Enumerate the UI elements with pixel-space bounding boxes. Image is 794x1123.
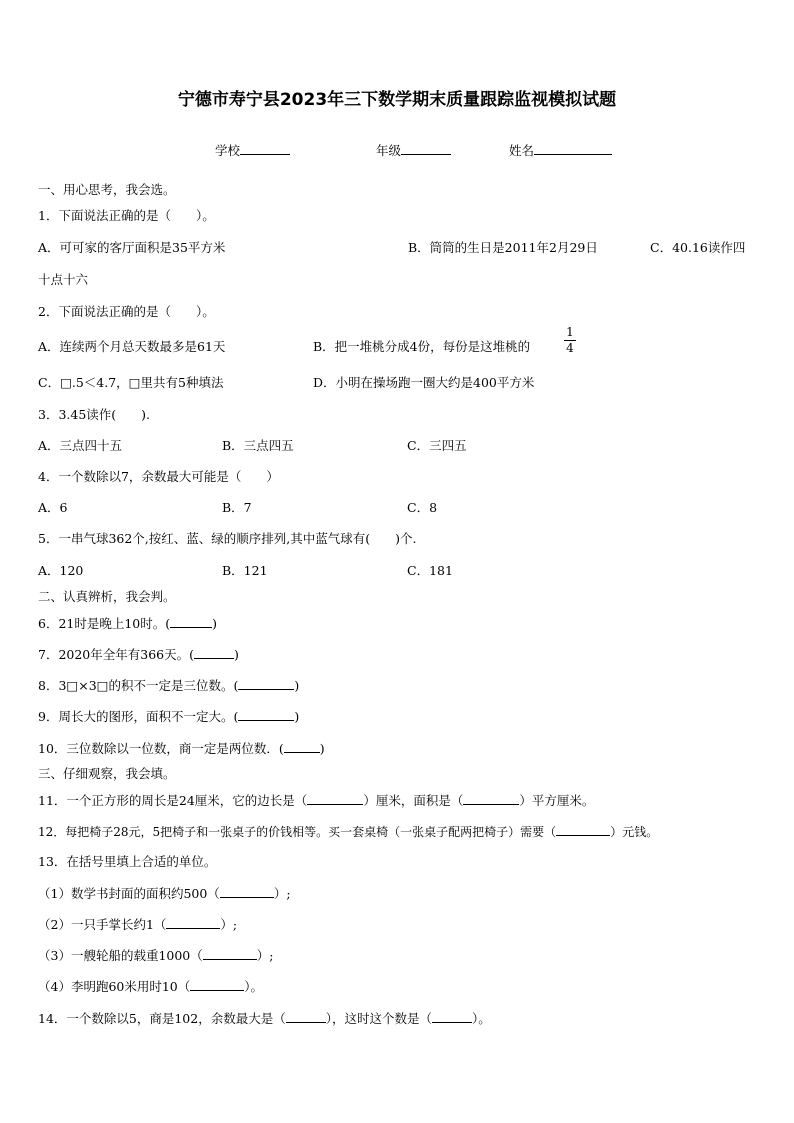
question-text: 7．2020年全年有366天。( <box>38 647 195 662</box>
question-text: 10．三位数除以一位数，商一定是两位数．( <box>38 741 284 756</box>
question-close: ) <box>294 678 300 693</box>
answer-blank[interactable] <box>203 947 257 960</box>
judgement-question <box>38 615 217 632</box>
item-close: ）; <box>256 948 274 963</box>
option-a[interactable]: A．120 <box>38 563 84 578</box>
fill-item <box>38 916 237 933</box>
fraction <box>564 326 576 355</box>
item-text: （2）一只手掌长约1（ <box>38 917 167 932</box>
question-text: ）元钱。 <box>610 825 659 839</box>
option-d[interactable]: D．小明在操场跑一圈大约是400平方米 <box>313 375 535 390</box>
page-title: 宁德市寿宁县2023年三下数学期末质量跟踪监视模拟试题 <box>177 90 617 110</box>
fill-item <box>38 947 273 964</box>
option-a[interactable]: A．连续两个月总天数最多是61天 <box>38 339 226 354</box>
option-c[interactable]: C．181 <box>407 563 453 578</box>
question-close: ) <box>319 741 325 756</box>
question-text: 11．一个正方形的周长是24厘米，它的边长是（ <box>38 793 308 808</box>
question-text: 9．周长大的图形，面积不一定大。( <box>38 709 239 724</box>
option-a[interactable]: A．6 <box>38 500 68 515</box>
answer-blank[interactable] <box>170 615 212 628</box>
answer-blank[interactable] <box>286 1010 326 1023</box>
name-field <box>509 142 612 159</box>
question-text: ）。 <box>471 1011 491 1026</box>
answer-blank[interactable] <box>166 916 220 929</box>
question-text: 8．3□×3□的积不一定是三位数。( <box>38 678 239 693</box>
question-stem: 4．一个数除以7，余数最大可能是（ ） <box>38 469 279 484</box>
fraction-denominator: 4 <box>566 341 574 355</box>
name-label: 姓名 <box>509 143 535 158</box>
option-c[interactable]: C．8 <box>407 500 438 515</box>
answer-blank[interactable] <box>463 792 519 805</box>
answer-blank[interactable] <box>238 677 294 690</box>
option-c[interactable]: C．40.16读作四 <box>650 240 746 255</box>
question-text: 6．21时是晚上10时。( <box>38 616 171 631</box>
option-c-continued: 十点十六 <box>38 272 89 287</box>
option-b[interactable]: B．三点四五 <box>222 438 294 453</box>
option-b[interactable]: B．121 <box>222 563 268 578</box>
grade-blank[interactable] <box>401 142 451 155</box>
option-b[interactable]: B．筒筒的生日是2011年2月29日 <box>408 240 598 255</box>
fill-question <box>38 792 594 809</box>
item-text: （3）一艘轮船的载重1000（ <box>38 948 203 963</box>
section-heading: 二、认真辨析，我会判。 <box>38 589 176 604</box>
school-field <box>215 142 290 159</box>
item-close: ）; <box>273 886 291 901</box>
fill-question <box>38 823 658 840</box>
option-a[interactable]: A．三点四十五 <box>38 438 123 453</box>
answer-blank[interactable] <box>307 792 363 805</box>
judgement-question <box>38 646 239 663</box>
fill-item <box>38 978 263 995</box>
section-heading: 三、仔细观察，我会填。 <box>38 766 176 781</box>
answer-blank[interactable] <box>284 740 320 753</box>
fill-question <box>38 1010 491 1027</box>
question-text: ）平方厘米。 <box>519 793 595 808</box>
fill-item <box>38 885 291 902</box>
section-heading: 一、用心思考，我会选。 <box>38 182 176 197</box>
question-text: ）厘米，面积是（ <box>363 793 464 808</box>
item-text: （4）李明跑60米用时10（ <box>38 979 191 994</box>
question-stem: 5．一串气球362个,按红、蓝、绿的顺序排列,其中蓝气球有( )个. <box>38 531 417 546</box>
question-text: ），这时这个数是（ <box>325 1011 432 1026</box>
option-a[interactable]: A．可可家的客厅面积是35平方米 <box>38 240 226 255</box>
option-c[interactable]: C．三四五 <box>407 438 467 453</box>
judgement-question <box>38 740 325 757</box>
option-c[interactable]: C．□.5＜4.7，□里共有5种填法 <box>38 375 224 390</box>
item-close: ）; <box>220 917 238 932</box>
answer-blank[interactable] <box>220 885 274 898</box>
question-close: ) <box>294 709 300 724</box>
answer-blank[interactable] <box>238 708 294 721</box>
answer-blank[interactable] <box>432 1010 472 1023</box>
item-text: （1）数学书封面的面积约500（ <box>38 886 220 901</box>
school-blank[interactable] <box>240 142 290 155</box>
option-b[interactable]: B．7 <box>222 500 252 515</box>
question-close: ) <box>212 616 218 631</box>
judgement-question <box>38 677 299 694</box>
grade-field <box>376 142 451 159</box>
name-blank[interactable] <box>534 142 612 155</box>
question-stem: 3．3.45读作( ). <box>38 407 151 422</box>
question-text: 14．一个数除以5，商是102，余数最大是（ <box>38 1011 286 1026</box>
question-text: 12．每把椅子28元，5把椅子和一张桌子的价钱相等。买一套桌椅（一张桌子配两把椅子）需要（ <box>38 825 557 839</box>
grade-label: 年级 <box>376 143 402 158</box>
option-b[interactable]: B．把一堆桃分成4份，每份是这堆桃的 <box>313 339 531 354</box>
fraction-numerator: 1 <box>566 325 574 339</box>
item-close: ）。 <box>244 979 264 994</box>
question-close: ) <box>234 647 239 662</box>
question-stem: 2．下面说法正确的是（ ）。 <box>38 304 215 319</box>
question-stem: 13．在括号里填上合适的单位。 <box>38 854 217 869</box>
answer-blank[interactable] <box>556 823 610 836</box>
judgement-question <box>38 708 299 725</box>
answer-blank[interactable] <box>190 978 244 991</box>
answer-blank[interactable] <box>194 646 234 659</box>
school-label: 学校 <box>215 143 241 158</box>
question-stem: 1．下面说法正确的是（ ）。 <box>38 208 215 223</box>
